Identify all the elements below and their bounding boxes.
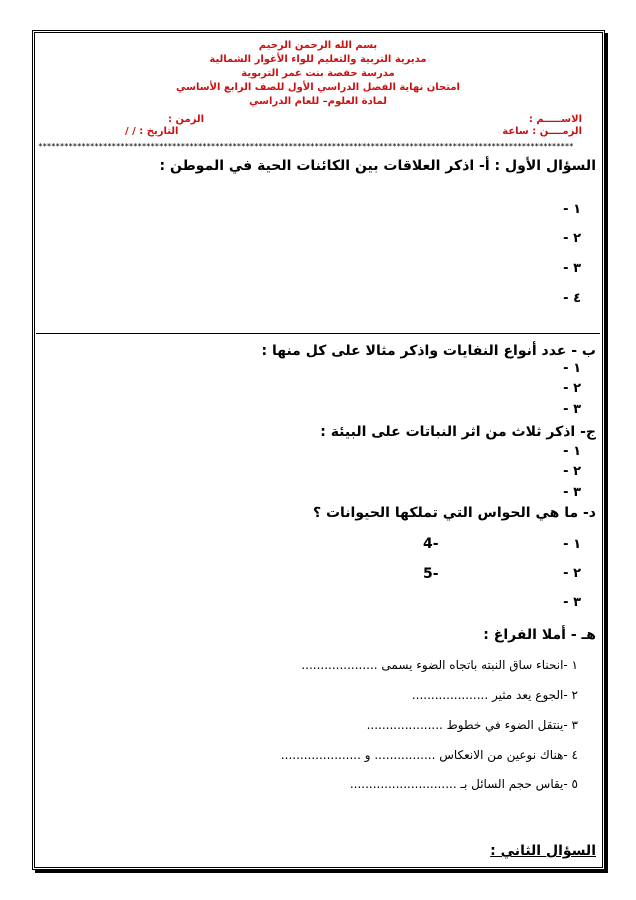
q1-item-1: ١ - — [563, 202, 581, 217]
student-name-label: الاســـــم : — [528, 114, 582, 125]
qc-item-2: ٢ - — [563, 464, 581, 479]
qh-item-4: ٤ -هناك نوعين من الانعكاس ................ و ..................... — [280, 748, 578, 762]
qh-item-3: ٣ -ينتقل الضوء في خطوط .................... — [366, 718, 578, 732]
subject-line: لمادة العلوم– للعام الدراسي — [249, 96, 387, 107]
qh-item-1: ١ -انحناء ساق النبته باتجاه الضوء يسمى .................... — [301, 658, 578, 672]
page-border — [32, 30, 605, 870]
qd-extra-5: 5- — [423, 566, 439, 582]
qd-item-1: ١ - — [563, 537, 581, 552]
qh-item-2: ٢ -الجوع يعد مثير .................... — [411, 688, 578, 702]
basmala: بسم الله الرحمن الرحيم — [258, 40, 378, 51]
q1-item-2: ٢ - — [563, 231, 581, 246]
qc-item-1: ١ - — [563, 444, 581, 459]
section-divider — [36, 333, 600, 334]
directorate-line: مديرية التربية والتعليم للواء الأغوار الشمالية — [209, 54, 427, 65]
q1-item-3: ٣ - — [563, 261, 581, 276]
qc-item-3: ٣ - — [563, 485, 581, 500]
question-2-title: السؤال الثاني : — [490, 843, 596, 859]
qb-item-3: ٣ - — [563, 402, 581, 417]
exam-title: امتحان نهاية الفصل الدراسي الأول للصف الرابع الأساسي — [176, 82, 460, 93]
qd-extra-4: 4- — [423, 536, 439, 552]
question-h-title: هـ - أملا الفراغ : — [483, 627, 596, 643]
time-label: الزمن : — [168, 114, 205, 125]
question-1-title: السؤال الأول : أ- اذكر العلاقات بين الكائنات الحية في الموطن : — [159, 158, 596, 174]
date-label: التاريخ : / / — [125, 126, 179, 137]
question-b-title: ب - عدد أنواع النفايات واذكر مثالا على كل منها : — [261, 343, 596, 359]
duration-label: الزمــــن : ساعة — [502, 126, 582, 137]
qb-item-1: ١ - — [563, 361, 581, 376]
school-line: مدرسة حفصة بنت عمر التربوية — [241, 68, 395, 79]
qd-item-3: ٣ - — [563, 595, 581, 610]
qd-item-2: ٢ - — [563, 566, 581, 581]
question-d-title: د- ما هي الحواس التي تملكها الحيوانات ؟ — [312, 505, 596, 521]
q1-item-4: ٤ - — [563, 291, 581, 306]
qb-item-2: ٢ - — [563, 381, 581, 396]
question-c-title: ج- اذكر ثلاث من اثر النباتات على البيئة : — [320, 424, 596, 440]
stars-separator: **************************************************************************************************************************** — [38, 142, 574, 151]
qh-item-5: ٥ -يقاس حجم السائل بـ ............................ — [349, 777, 578, 791]
